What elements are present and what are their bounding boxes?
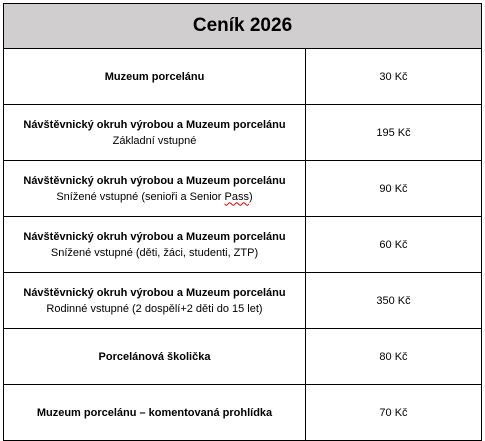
subtitle-suffix: ) bbox=[248, 190, 253, 203]
price-cell: 80 Kč bbox=[306, 329, 482, 385]
table-row bbox=[4, 385, 482, 441]
table-row bbox=[4, 105, 482, 161]
table-row bbox=[4, 329, 482, 385]
item-subtitle: Rodinné vstupné (2 dospělí+2 děti do 15 let) bbox=[46, 302, 263, 315]
page-title: Ceník 2026 bbox=[4, 4, 482, 49]
item-cell bbox=[4, 329, 306, 385]
price-cell: 350 Kč bbox=[306, 273, 482, 329]
table-row bbox=[4, 217, 482, 273]
item-cell bbox=[4, 49, 306, 105]
item-subtitle: Základní vstupné bbox=[112, 134, 197, 147]
table-header-row bbox=[4, 4, 482, 49]
item-title: Návštěvnický okruh výrobou a Muzeum porcelánu bbox=[23, 174, 286, 187]
item-subtitle: Snížené vstupné (děti, žáci, studenti, ZTP) bbox=[50, 246, 259, 259]
item-title: Návštěvnický okruh výrobou a Muzeum porcelánu bbox=[23, 286, 286, 299]
price-cell: 30 Kč bbox=[306, 49, 482, 105]
item-title: Návštěvnický okruh výrobou a Muzeum porcelánu bbox=[23, 230, 286, 243]
table-row bbox=[4, 49, 482, 105]
item-cell bbox=[4, 161, 306, 217]
item-title: Porcelánová školička bbox=[98, 350, 211, 363]
item-cell bbox=[4, 385, 306, 441]
subtitle-prefix: Snížené vstupné (senioři a Senior bbox=[56, 190, 225, 203]
price-list-table bbox=[3, 3, 482, 441]
item-cell bbox=[4, 217, 306, 273]
item-cell bbox=[4, 273, 306, 329]
item-title: Muzeum porcelánu – komentovaná prohlídka bbox=[36, 406, 273, 419]
price-cell: 195 Kč bbox=[306, 105, 482, 161]
item-cell bbox=[4, 105, 306, 161]
item-subtitle bbox=[8, 189, 301, 205]
price-cell: 60 Kč bbox=[306, 217, 482, 273]
table-row bbox=[4, 161, 482, 217]
price-cell: 90 Kč bbox=[306, 161, 482, 217]
item-title: Muzeum porcelánu bbox=[104, 70, 205, 83]
item-title: Návštěvnický okruh výrobou a Muzeum porcelánu bbox=[23, 118, 286, 131]
spellcheck-flagged-word: Pass bbox=[224, 190, 249, 203]
table-row bbox=[4, 273, 482, 329]
price-cell: 70 Kč bbox=[306, 385, 482, 441]
